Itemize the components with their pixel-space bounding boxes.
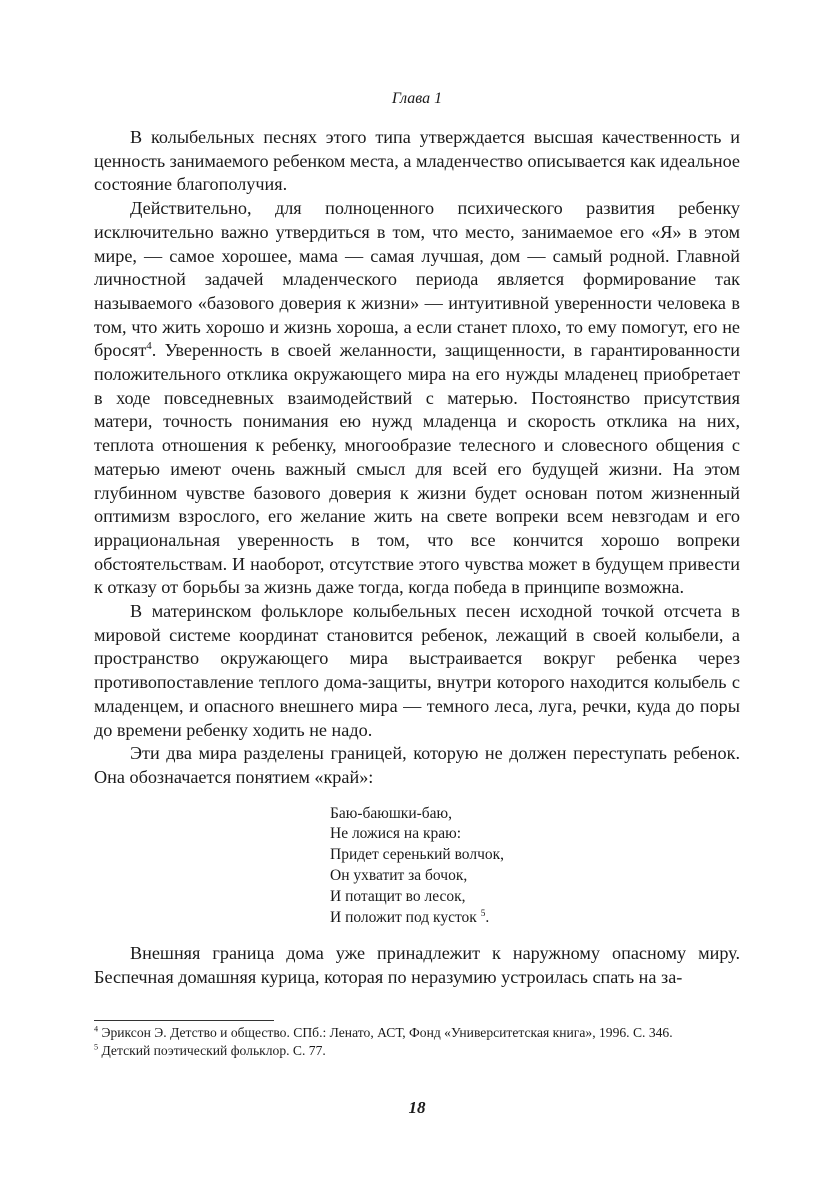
book-page: [94, 0, 740, 1200]
verse-line-text: И положит под кусток: [330, 908, 477, 926]
verse-line: Придет серенький волчок,: [330, 846, 505, 864]
footnote-number: 5: [94, 1041, 99, 1051]
footnote-number: 4: [94, 1024, 99, 1034]
footnote-separator: [94, 1020, 274, 1021]
footnote-ref[interactable]: 5: [480, 908, 486, 919]
paragraph: [94, 197, 740, 600]
paragraph: В колыбельных песнях этого типа утверждается высшая качественность и ценность занимаемого ребенком места, а младенчество описывается как идеальное состояние благополучия.: [94, 127, 740, 195]
poem-quote: [94, 790, 740, 943]
verse-line: Баю-баюшки-баю,: [330, 804, 453, 822]
page-number: 18: [408, 1098, 426, 1117]
paragraph-text: . Уверенность в своей желанности, защищенности, в гарантированности положительного отклика окружающего мира на его нужды младенец приобретает в ходе повседневных взаимодействий с матерью. Постоянство присутствия матери, точность понимания ею нужд младенца и скорость отклика на них, теплота отношения к ребенку, многообразие телесного и словесного общения с матерью имеют очень важный смысл для всей его будущей жизни. На этом глубинном чувстве базового доверия к жизни будет основан потом жизненный оптимизм взрослого, его желание жить на свете вопреки всем невзгодам и его иррациональная уверенность в том, что все кончится хорошо вопреки обстоятельствам. И наоборот, отсутствие этого чувства может в будущем привести к отказу от борьбы за жизнь даже тогда, когда победа в принципе возможна.: [94, 340, 740, 598]
footnotes: [94, 1024, 740, 1059]
paragraph: Внешняя граница дома уже принадлежит к наружному опасному миру. Беспечная домашняя курица, которая по неразумию устроилась спать на за-: [94, 943, 740, 988]
footnote-text: Эриксон Э. Детство и общество. СПб.: Ленато, АСТ, Фонд «Университетская книга», 1996. С. 346.: [101, 1025, 673, 1040]
footnote-text: Детский поэтический фольклор. С. 77.: [101, 1042, 326, 1058]
footnote-ref[interactable]: 4: [146, 340, 152, 353]
paragraph: В материнском фольклоре колыбельных песен исходной точкой отсчета в мировой системе координат становится ребенок, лежащий в своей колыбели, а пространство окружающего мира выстраивается вокруг ребенка через противопоставление теплого дома-защиты, внутри которого находится колыбель с младенцем, и опасного внешнего мира — темного леса, луга, речки, куда до поры до времени ребенку ходить не надо.: [94, 601, 740, 740]
paragraph-text: Действительно, для полноценного психического развития ребенку исключительно важно утвердиться в том, что место, занимаемое его «Я» в этом мире, — самое хорошее, мама — самая лучшая, дом — самый родной. Главной личностной задачей младенческого периода является формирование так называемого «базового доверия к жизни» — интуитивной уверенности человека в том, что жить хорошо и жизнь хороша, а если станет плохо, то ему помогут, его не бросят: [94, 198, 740, 361]
verse-line: Не ложися на краю:: [330, 825, 462, 843]
running-header: Глава 1: [391, 90, 443, 107]
footnote: [94, 1024, 740, 1042]
paragraph: Эти два мира разделены границей, которую не должен переступать ребенок. Она обозначается понятием «край»:: [94, 743, 740, 787]
verse-line: Он ухватит за бочок,: [330, 867, 468, 885]
body-text: [94, 126, 740, 990]
verse-line: И положит под кусток $^5$.: [330, 908, 490, 926]
footnote: [94, 1042, 740, 1060]
verse-line: И потащит во лесок,: [330, 887, 466, 905]
